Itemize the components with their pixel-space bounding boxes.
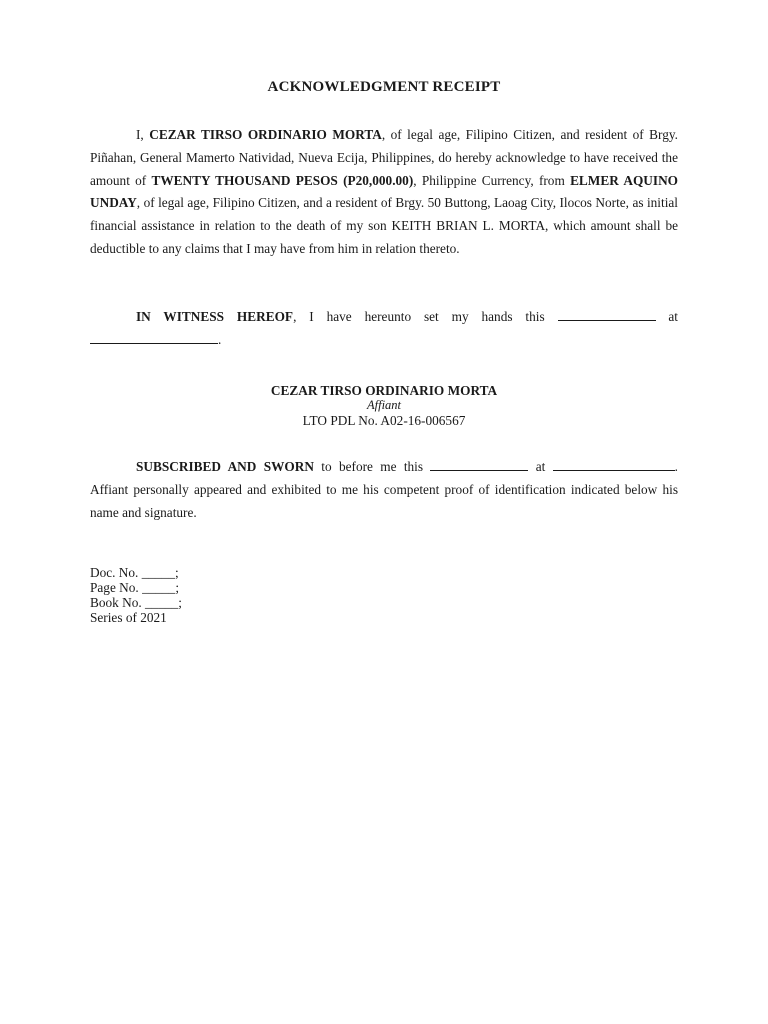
book-no: Book No. _____; xyxy=(90,595,182,610)
p3-text-3: . Affiant personally appeared and exhibited to me his competent proof of identification indicated below his name and signature. xyxy=(90,459,678,520)
acknowledgment-paragraph xyxy=(90,124,678,261)
p1-text-1: I, xyxy=(136,127,150,142)
witness-paragraph xyxy=(90,306,678,352)
p1-text-3: , Philippine Currency, from xyxy=(413,172,571,188)
affiant-name: CEZAR TIRSO ORDINARIO MORTA xyxy=(270,383,498,398)
affiant-role: Affiant xyxy=(366,398,402,412)
payer-name: ELMER AQUINO UNDAY xyxy=(90,172,679,211)
notarial-register xyxy=(90,565,182,625)
recipient-name: CEZAR TIRSO ORDINARIO MORTA xyxy=(149,127,382,142)
place-blank xyxy=(90,329,218,344)
date-blank xyxy=(558,306,656,321)
p3-text-2: at xyxy=(528,459,553,474)
affiant-signature-block xyxy=(0,383,768,428)
jurat-date-blank xyxy=(430,456,528,471)
series-year: Series of 2021 xyxy=(90,610,167,625)
jurat-paragraph xyxy=(90,456,678,524)
p3-text-1: to before me this xyxy=(313,459,431,474)
p2-text-3: . xyxy=(218,331,222,347)
doc-no: Doc. No. _____; xyxy=(90,565,179,580)
page-no: Page No. _____; xyxy=(90,580,180,595)
jurat-place-blank xyxy=(553,456,675,471)
jurat-lead: SUBSCRIBED AND SWORN xyxy=(136,459,314,474)
p1-text-4: , of legal age, Filipino Citizen, and a resident of Brgy. 50 Buttong, Laoag City, Ilocos Norte, as initial financial assistance in relation to the death of my son KEITH BRIAN L. MORTA, which amount shall be deductible to any claims that I may have from him in relation thereto. xyxy=(90,195,678,256)
affiant-id: LTO PDL No. A02-16-006567 xyxy=(302,413,466,428)
p1-text-2: , of legal age, Filipino Citizen, and resident of Brgy. Piñahan, General Mamerto Natividad, Nueva Ecija, Philippines, do hereby acknowledge to have received the amount of xyxy=(90,127,678,188)
p2-text-1: , I have hereunto set my hands this xyxy=(293,309,558,324)
amount-text: TWENTY THOUSAND PESOS (P20,000.00) xyxy=(151,172,414,188)
witness-lead: IN WITNESS HEREOF xyxy=(136,309,294,324)
document-title: ACKNOWLEDGMENT RECEIPT xyxy=(267,79,501,95)
p2-text-2: at xyxy=(655,309,678,324)
